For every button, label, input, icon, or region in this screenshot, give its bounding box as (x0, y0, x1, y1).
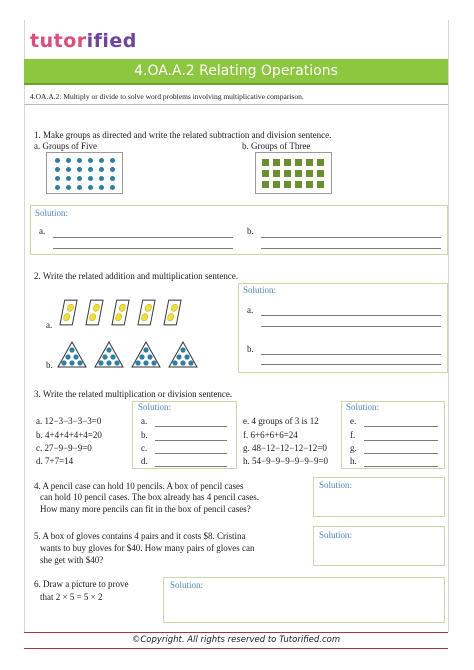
page-title: 4.OA.A.2 Relating Operations (24, 59, 448, 83)
q2-prompt: 2. Write the related addition and multiplication sentence. (34, 271, 239, 281)
q4-solution-label: Solution: (319, 480, 353, 490)
q3-item-f: f. 6+6+6+6=24 (243, 430, 298, 440)
q5-solution-label: Solution: (319, 530, 353, 540)
dot-icon (110, 176, 115, 181)
dot-icon (88, 167, 93, 172)
dot-icon (66, 158, 71, 163)
dot-icon (99, 185, 104, 190)
q2-answer-line-a1[interactable] (261, 315, 441, 316)
page-border-left (24, 20, 25, 632)
q3-solution-label-right: Solution: (346, 402, 380, 412)
standard-text: 4.OA.A.2: Multiply or divide to solve word problems involving multiplicative comparison. (30, 92, 304, 101)
q1-answer-line-b1[interactable] (261, 237, 441, 238)
dot-icon (77, 158, 82, 163)
q3-solution-label-left: Solution: (138, 402, 172, 412)
pencil-tile-icon (137, 299, 156, 326)
q5-line-1: 5. A box of gloves contains 4 pairs and it costs $8. Cristina (34, 531, 246, 541)
q3-sol-d-label: d. (141, 456, 148, 466)
q4-line-3: How many more pencils can fit in the box of pencil cases? (40, 504, 251, 514)
pencil-tile-icon (59, 299, 78, 326)
q3-sol-g-label: g. (350, 443, 357, 453)
q5-line-3: she get with $40? (40, 555, 104, 565)
page-border-right (448, 20, 449, 632)
q3-sol-e-label: e. (350, 416, 357, 426)
square-icon (262, 170, 269, 177)
q1-solution-box (30, 205, 448, 255)
q2-solution-box (238, 283, 448, 373)
dot-icon (77, 185, 82, 190)
q4-line-2: can hold 10 pencil cases. The box already has 4 pencil cases. (40, 492, 260, 502)
square-icon (273, 159, 280, 166)
q2-answer-line-a2[interactable] (261, 326, 441, 327)
square-icon (273, 170, 280, 177)
title-underline (24, 83, 448, 85)
square-icon (284, 170, 291, 177)
q3-item-d: d. 7+7=14 (36, 456, 74, 466)
q3-item-a: a. 12−3−3−3−3=0 (36, 416, 102, 426)
dot-icon (88, 176, 93, 181)
q3-answer-line-b[interactable] (155, 440, 227, 441)
q2-solution-label: Solution: (243, 285, 277, 295)
q3-solution-box-left (132, 401, 237, 469)
footer-copyright: ©Copyright. All rights reserved to Tutorified.com (131, 635, 341, 645)
q3-answer-line-g[interactable] (364, 453, 438, 454)
q3-sol-b-label: b. (141, 430, 148, 440)
q5-solution-box[interactable] (313, 526, 445, 566)
q3-item-c: c. 27−9−9−9=0 (36, 443, 92, 453)
square-icon (317, 181, 324, 188)
dot-icon (99, 176, 104, 181)
q3-sol-c-label: c. (141, 443, 148, 453)
q1-a-label: a. Groups of Five (34, 141, 97, 151)
brand-part2: ified (86, 30, 137, 52)
q4-line-1: 4. A pencil case can hold 10 pencils. A box of pencil cases (34, 481, 244, 491)
q3-sol-f-label: f. (350, 430, 356, 440)
brand-logo (30, 30, 137, 52)
dot-icon (66, 176, 71, 181)
q5-line-2: wants to buy gloves for $40. How many pairs of gloves can (40, 543, 255, 553)
q1-line-b-label: b. (247, 226, 254, 236)
footer-rule-bottom (24, 648, 448, 649)
pencil-tile-icon (163, 299, 182, 326)
square-icon (295, 159, 302, 166)
dot-icon (66, 185, 71, 190)
dot-icon (88, 158, 93, 163)
q1-line-a-label: a. (39, 226, 46, 236)
square-icon (262, 181, 269, 188)
dot-icon (55, 185, 60, 190)
q6-solution-box[interactable] (163, 577, 445, 623)
pencil-tile-icon (111, 299, 130, 326)
q6-solution-label: Solution: (170, 580, 204, 590)
q6-line-2: that 2 × 5 = 5 × 2 (40, 592, 103, 602)
dot-icon (77, 176, 82, 181)
dot-icon (110, 167, 115, 172)
q3-answer-line-f[interactable] (364, 440, 438, 441)
square-icon (284, 159, 291, 166)
q1-answer-line-a1[interactable] (53, 237, 233, 238)
q3-item-b: b. 4+4+4+4+4=20 (36, 430, 102, 440)
dot-icon (77, 167, 82, 172)
square-icon (317, 170, 324, 177)
standard-divider (24, 104, 448, 105)
q3-answer-line-e[interactable] (364, 426, 438, 427)
q3-answer-line-c[interactable] (155, 453, 227, 454)
q2-answer-line-b1[interactable] (261, 354, 441, 355)
triangle-dots-icon (131, 341, 161, 368)
q2-answer-line-b2[interactable] (261, 364, 441, 365)
dot-icon (110, 185, 115, 190)
square-icon (306, 170, 313, 177)
square-icon (262, 159, 269, 166)
triangle-dots-icon (168, 341, 198, 368)
triangle-dots-icon (57, 341, 87, 368)
square-icon (306, 181, 313, 188)
brand-part1: tutor (30, 30, 87, 52)
dot-icon (88, 185, 93, 190)
q4-solution-box[interactable] (313, 477, 445, 517)
q2-a-label: a. (46, 320, 53, 330)
q3-answer-line-d[interactable] (155, 466, 227, 467)
q6-line-1: 6. Draw a picture to prove (34, 579, 129, 589)
q3-answer-line-a[interactable] (155, 426, 227, 427)
q3-solution-box-right (341, 401, 445, 469)
square-icon (306, 159, 313, 166)
q3-sol-h-label: h. (350, 456, 357, 466)
q2-line-a-label: a. (247, 305, 254, 315)
q1-b-label: b. Groups of Three (242, 141, 311, 151)
triangle-dots-icon (94, 341, 124, 368)
q3-item-e: e. 4 groups of 3 is 12 (243, 416, 319, 426)
dot-icon (110, 158, 115, 163)
q2-b-label: b. (46, 360, 53, 370)
dot-icon (55, 176, 60, 181)
dot-grid-image (46, 152, 123, 194)
dot-icon (55, 167, 60, 172)
q3-item-h: h. 54−9−9−9−9−9−9=0 (243, 456, 329, 466)
dot-icon (99, 158, 104, 163)
pencil-tile-icon (85, 299, 104, 326)
q1-prompt: 1. Make groups as directed and write the related subtraction and division sentence. (34, 130, 332, 140)
q3-answer-line-h[interactable] (364, 466, 438, 467)
square-icon (273, 181, 280, 188)
dot-icon (66, 167, 71, 172)
q1-answer-line-a2[interactable] (53, 248, 233, 249)
square-icon (295, 170, 302, 177)
footer-rule-top (24, 632, 448, 633)
q3-sol-a-label: a. (141, 416, 148, 426)
square-icon (295, 181, 302, 188)
q1-solution-label: Solution: (35, 208, 69, 218)
square-icon (317, 159, 324, 166)
q2-line-b-label: b. (247, 344, 254, 354)
dot-icon (55, 158, 60, 163)
square-grid-image (255, 152, 332, 194)
q3-prompt: 3. Write the related multiplication or division sentence. (34, 389, 233, 399)
dot-icon (99, 167, 104, 172)
square-icon (284, 181, 291, 188)
q1-answer-line-b2[interactable] (261, 248, 441, 249)
q3-item-g: g. 48−12−12−12−12=0 (243, 443, 327, 453)
